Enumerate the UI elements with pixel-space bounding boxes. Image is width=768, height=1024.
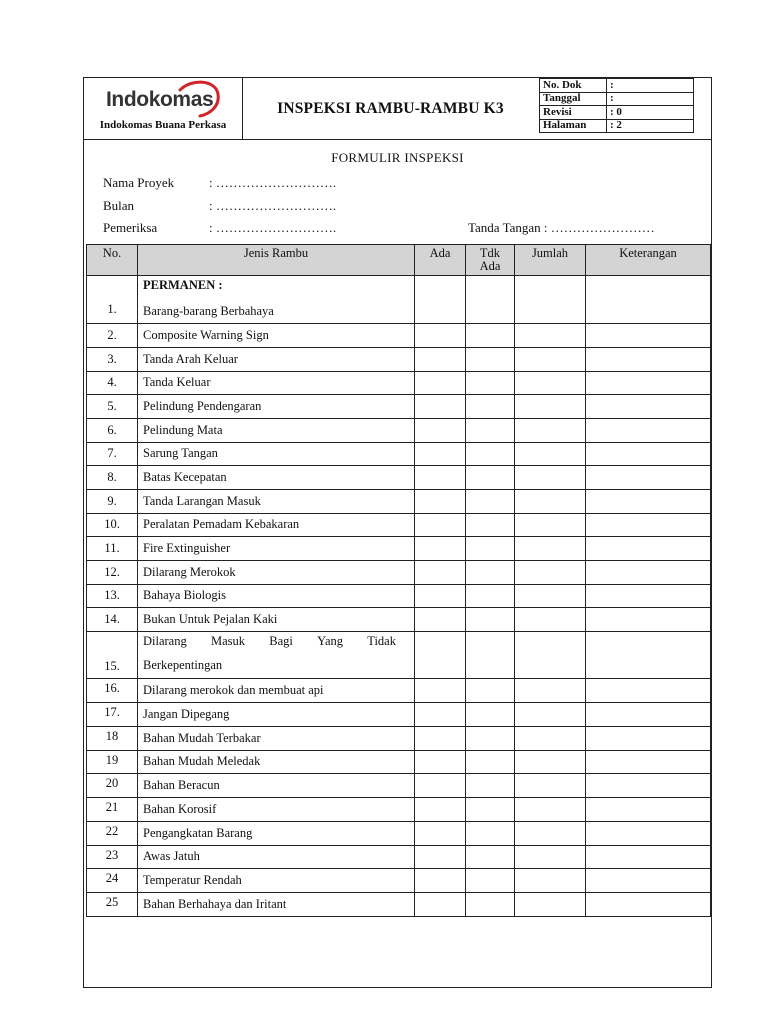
- cell-tdk-ada[interactable]: [466, 324, 514, 347]
- cell-keterangan[interactable]: [586, 585, 710, 607]
- cell-ada[interactable]: [415, 466, 465, 489]
- column-header-ada: Ada: [414, 244, 466, 276]
- cell-tdk-ada[interactable]: [466, 466, 514, 489]
- cell-tdk-ada[interactable]: [466, 443, 514, 465]
- cell-ada[interactable]: [415, 324, 465, 347]
- cell-keterangan[interactable]: [586, 395, 710, 418]
- nama-proyek-label: Nama Proyek: [103, 175, 175, 190]
- row-number: 7.: [107, 446, 117, 460]
- row-sign-name: Pengangkatan Barang: [143, 826, 253, 840]
- cell-ada[interactable]: [415, 561, 465, 584]
- cell-jumlah[interactable]: [515, 632, 585, 678]
- table-column-line: [710, 276, 711, 916]
- cell-tdk-ada[interactable]: [466, 798, 514, 821]
- cell-jumlah[interactable]: [515, 537, 585, 560]
- cell-ada[interactable]: [415, 490, 465, 513]
- meta-label: Revisi: [540, 106, 607, 120]
- meta-label: No. Dok: [540, 79, 607, 93]
- row-sign-name: Bukan Untuk Pejalan Kaki: [143, 612, 278, 626]
- inspection-table: [86, 244, 711, 916]
- cell-ada[interactable]: [415, 395, 465, 418]
- document-title: INSPEKSI RAMBU-RAMBU K3: [277, 99, 504, 117]
- row-sign-name: Bahan Mudah Terbakar: [143, 731, 261, 745]
- row-number: 15.: [104, 659, 120, 673]
- cell-jumlah[interactable]: [515, 348, 585, 371]
- row-sign-name: Bahaya Biologis: [143, 588, 226, 602]
- cell-tdk-ada[interactable]: [466, 372, 514, 394]
- pemeriksa-field[interactable]: : ……………………….: [209, 220, 337, 235]
- cell-jumlah[interactable]: [515, 395, 585, 418]
- row-number: 22: [105, 824, 119, 838]
- row-sign-name: Tanda Arah Keluar: [143, 352, 238, 366]
- row-sign-name: Bahan Berhahaya dan Iritant: [143, 897, 287, 911]
- cell-tdk-ada[interactable]: [466, 632, 514, 678]
- cell-keterangan[interactable]: [586, 466, 710, 489]
- cell-keterangan[interactable]: [586, 679, 710, 702]
- row-number: 21: [105, 800, 119, 814]
- cell-keterangan[interactable]: [586, 869, 710, 892]
- cell-ada[interactable]: [415, 893, 465, 916]
- cell-ada[interactable]: [415, 703, 465, 726]
- column-header-no: No.: [86, 244, 138, 276]
- cell-tdk-ada[interactable]: [466, 846, 514, 868]
- cell-ada[interactable]: [415, 727, 465, 750]
- inspection-form-page: [83, 77, 712, 988]
- row-sign-name: Jangan Dipegang: [143, 707, 230, 721]
- cell-tdk-ada[interactable]: [466, 869, 514, 892]
- cell-ada[interactable]: [415, 798, 465, 821]
- cell-keterangan[interactable]: [586, 348, 710, 371]
- row-number: 5.: [107, 399, 117, 413]
- cell-tdk-ada[interactable]: [466, 348, 514, 371]
- meta-label: Halaman: [540, 119, 607, 133]
- cell-keterangan[interactable]: [586, 561, 710, 584]
- cell-jumlah[interactable]: [515, 466, 585, 489]
- cell-keterangan[interactable]: [586, 537, 710, 560]
- cell-jumlah[interactable]: [515, 608, 585, 631]
- cell-tdk-ada[interactable]: [466, 751, 514, 773]
- meta-row: [540, 92, 694, 106]
- row-number: 1.: [107, 302, 117, 316]
- cell-tdk-ada[interactable]: [466, 774, 514, 797]
- cell-keterangan[interactable]: [586, 514, 710, 536]
- column-header-tdk-ada: [465, 244, 515, 276]
- cell-ada[interactable]: [415, 419, 465, 442]
- row-sign-name: Bahan Beracun: [143, 778, 220, 792]
- row-sign-name: [143, 634, 396, 649]
- row-number: 18: [105, 729, 119, 743]
- cell-jumlah[interactable]: [515, 443, 585, 465]
- row-sign-name-word: Yang: [317, 634, 343, 648]
- row-number: 14.: [104, 612, 120, 626]
- cell-jumlah[interactable]: [515, 561, 585, 584]
- cell-keterangan[interactable]: [586, 703, 710, 726]
- logo-cell: [84, 78, 243, 139]
- row-number: 20: [105, 776, 119, 790]
- cell-jumlah[interactable]: [515, 774, 585, 797]
- column-header-tdk-ada-line2: Ada: [479, 259, 501, 273]
- cell-ada[interactable]: [415, 751, 465, 773]
- nama-proyek-field[interactable]: : ……………………….: [209, 175, 337, 190]
- row-sign-name: Fire Extinguisher: [143, 541, 231, 555]
- cell-ada[interactable]: [415, 585, 465, 607]
- cell-keterangan[interactable]: [586, 893, 710, 916]
- row-number: 3.: [107, 352, 117, 366]
- row-sign-name: Dilarang Merokok: [143, 565, 236, 579]
- row-sign-name: Pelindung Pendengaran: [143, 399, 262, 413]
- cell-ada[interactable]: [415, 632, 465, 678]
- cell-jumlah[interactable]: [515, 372, 585, 394]
- cell-ada[interactable]: [415, 608, 465, 631]
- cell-tdk-ada[interactable]: [466, 537, 514, 560]
- cell-ada[interactable]: [415, 372, 465, 394]
- cell-ada[interactable]: [415, 846, 465, 868]
- meta-value[interactable]: :: [607, 92, 694, 106]
- row-number: 2.: [107, 328, 117, 342]
- row-number: 9.: [107, 494, 117, 508]
- row-sign-name: Barang-barang Berbahaya: [143, 304, 274, 318]
- company-logo: Indokomas: [106, 88, 214, 111]
- document-header: [84, 78, 711, 140]
- cell-jumlah[interactable]: [515, 869, 585, 892]
- cell-keterangan[interactable]: [586, 608, 710, 631]
- meta-row: [540, 106, 694, 120]
- cell-tdk-ada[interactable]: [466, 679, 514, 702]
- form-title: FORMULIR INSPEKSI: [331, 150, 464, 165]
- row-number: 8.: [107, 470, 117, 484]
- table-column-line: [86, 276, 87, 916]
- table-row-line: [86, 916, 711, 917]
- cell-ada[interactable]: [415, 679, 465, 702]
- row-number: 25: [105, 895, 119, 909]
- cell-tdk-ada[interactable]: [466, 276, 514, 323]
- cell-tdk-ada[interactable]: [466, 822, 514, 845]
- bulan-field[interactable]: : ……………………….: [209, 198, 337, 213]
- row-sign-name: Tanda Larangan Masuk: [143, 494, 261, 508]
- row-number: 24: [105, 871, 119, 885]
- pemeriksa-label: Pemeriksa: [103, 220, 158, 235]
- row-sign-name: Peralatan Pemadam Kebakaran: [143, 517, 300, 531]
- row-sign-name-word: Dilarang: [143, 634, 187, 648]
- cell-tdk-ada[interactable]: [466, 893, 514, 916]
- column-header-tdk-ada-line1: Tdk: [479, 246, 501, 260]
- cell-jumlah[interactable]: [515, 585, 585, 607]
- cell-jumlah[interactable]: [515, 846, 585, 868]
- cell-jumlah[interactable]: [515, 514, 585, 536]
- cell-tdk-ada[interactable]: [466, 395, 514, 418]
- meta-value[interactable]: : 0: [607, 106, 694, 120]
- cell-tdk-ada[interactable]: [466, 490, 514, 513]
- row-sign-name: Batas Kecepatan: [143, 470, 227, 484]
- cell-tdk-ada[interactable]: [466, 703, 514, 726]
- cell-jumlah[interactable]: [515, 751, 585, 773]
- tanda-tangan-field[interactable]: Tanda Tangan : ……………………: [468, 220, 655, 235]
- cell-keterangan[interactable]: [586, 372, 710, 394]
- cell-tdk-ada[interactable]: [466, 514, 514, 536]
- cell-tdk-ada[interactable]: [466, 419, 514, 442]
- row-number: 19: [105, 753, 119, 767]
- row-number: 4.: [107, 375, 117, 389]
- row-sign-name-word: Bagi: [269, 634, 293, 648]
- cell-keterangan[interactable]: [586, 798, 710, 821]
- cell-ada[interactable]: [415, 537, 465, 560]
- cell-ada[interactable]: [415, 348, 465, 371]
- meta-row: [540, 119, 694, 133]
- meta-value[interactable]: : 2: [607, 119, 694, 133]
- row-sign-name: Dilarang merokok dan membuat api: [143, 683, 324, 697]
- cell-keterangan[interactable]: [586, 324, 710, 347]
- cell-keterangan[interactable]: [586, 419, 710, 442]
- cell-jumlah[interactable]: [515, 727, 585, 750]
- cell-keterangan[interactable]: [586, 632, 710, 678]
- row-sign-name: Bahan Korosif: [143, 802, 217, 816]
- document-meta-table: [539, 78, 694, 133]
- cell-keterangan[interactable]: [586, 443, 710, 465]
- cell-ada[interactable]: [415, 869, 465, 892]
- row-sign-name: Sarung Tangan: [143, 446, 218, 460]
- cell-jumlah[interactable]: [515, 822, 585, 845]
- column-header-jumlah: Jumlah: [514, 244, 586, 276]
- row-number: 23: [105, 848, 119, 862]
- cell-tdk-ada[interactable]: [466, 585, 514, 607]
- meta-value[interactable]: :: [607, 79, 694, 93]
- company-name: Indokomas Buana Perkasa: [99, 119, 227, 131]
- meta-row: [540, 79, 694, 93]
- row-sign-name: Pelindung Mata: [143, 423, 223, 437]
- column-header-keterangan: Keterangan: [585, 244, 711, 276]
- cell-tdk-ada[interactable]: [466, 727, 514, 750]
- row-sign-name: Awas Jatuh: [143, 849, 200, 863]
- cell-jumlah[interactable]: [515, 490, 585, 513]
- cell-jumlah[interactable]: [515, 276, 585, 323]
- cell-jumlah[interactable]: [515, 703, 585, 726]
- row-number: 13.: [104, 588, 120, 602]
- row-number: 12.: [104, 565, 120, 579]
- cell-ada[interactable]: [415, 822, 465, 845]
- cell-keterangan[interactable]: [586, 822, 710, 845]
- meta-label: Tanggal: [540, 92, 607, 106]
- cell-keterangan[interactable]: [586, 490, 710, 513]
- row-number: 16.: [104, 681, 120, 695]
- row-number: 17.: [104, 705, 120, 719]
- row-sign-name: Bahan Mudah Meledak: [143, 754, 261, 768]
- cell-ada[interactable]: [415, 276, 465, 323]
- cell-ada[interactable]: [415, 774, 465, 797]
- cell-keterangan[interactable]: [586, 727, 710, 750]
- cell-keterangan[interactable]: [586, 846, 710, 868]
- cell-ada[interactable]: [415, 514, 465, 536]
- row-sign-name: Tanda Keluar: [143, 375, 211, 389]
- row-number: 11.: [104, 541, 120, 555]
- cell-keterangan[interactable]: [586, 751, 710, 773]
- column-header-jenis: Jenis Rambu: [137, 244, 415, 276]
- row-sign-name-word: Tidak: [367, 634, 396, 648]
- cell-keterangan[interactable]: [586, 276, 710, 323]
- cell-jumlah[interactable]: [515, 798, 585, 821]
- cell-tdk-ada[interactable]: [466, 608, 514, 631]
- row-number: 10.: [104, 517, 120, 531]
- cell-keterangan[interactable]: [586, 774, 710, 797]
- row-number: 6.: [107, 423, 117, 437]
- cell-jumlah[interactable]: [515, 893, 585, 916]
- cell-ada[interactable]: [415, 443, 465, 465]
- row-sign-name: Temperatur Rendah: [143, 873, 242, 887]
- bulan-label: Bulan: [103, 198, 135, 213]
- section-label-permanen: PERMANEN :: [143, 278, 223, 292]
- row-sign-name-word: Masuk: [211, 634, 246, 648]
- row-sign-name: Composite Warning Sign: [143, 328, 269, 342]
- cell-jumlah[interactable]: [515, 679, 585, 702]
- row-sign-name-line2: Berkepentingan: [143, 658, 223, 672]
- cell-tdk-ada[interactable]: [466, 561, 514, 584]
- cell-jumlah[interactable]: [515, 324, 585, 347]
- cell-jumlah[interactable]: [515, 419, 585, 442]
- table-column-line: [137, 276, 138, 916]
